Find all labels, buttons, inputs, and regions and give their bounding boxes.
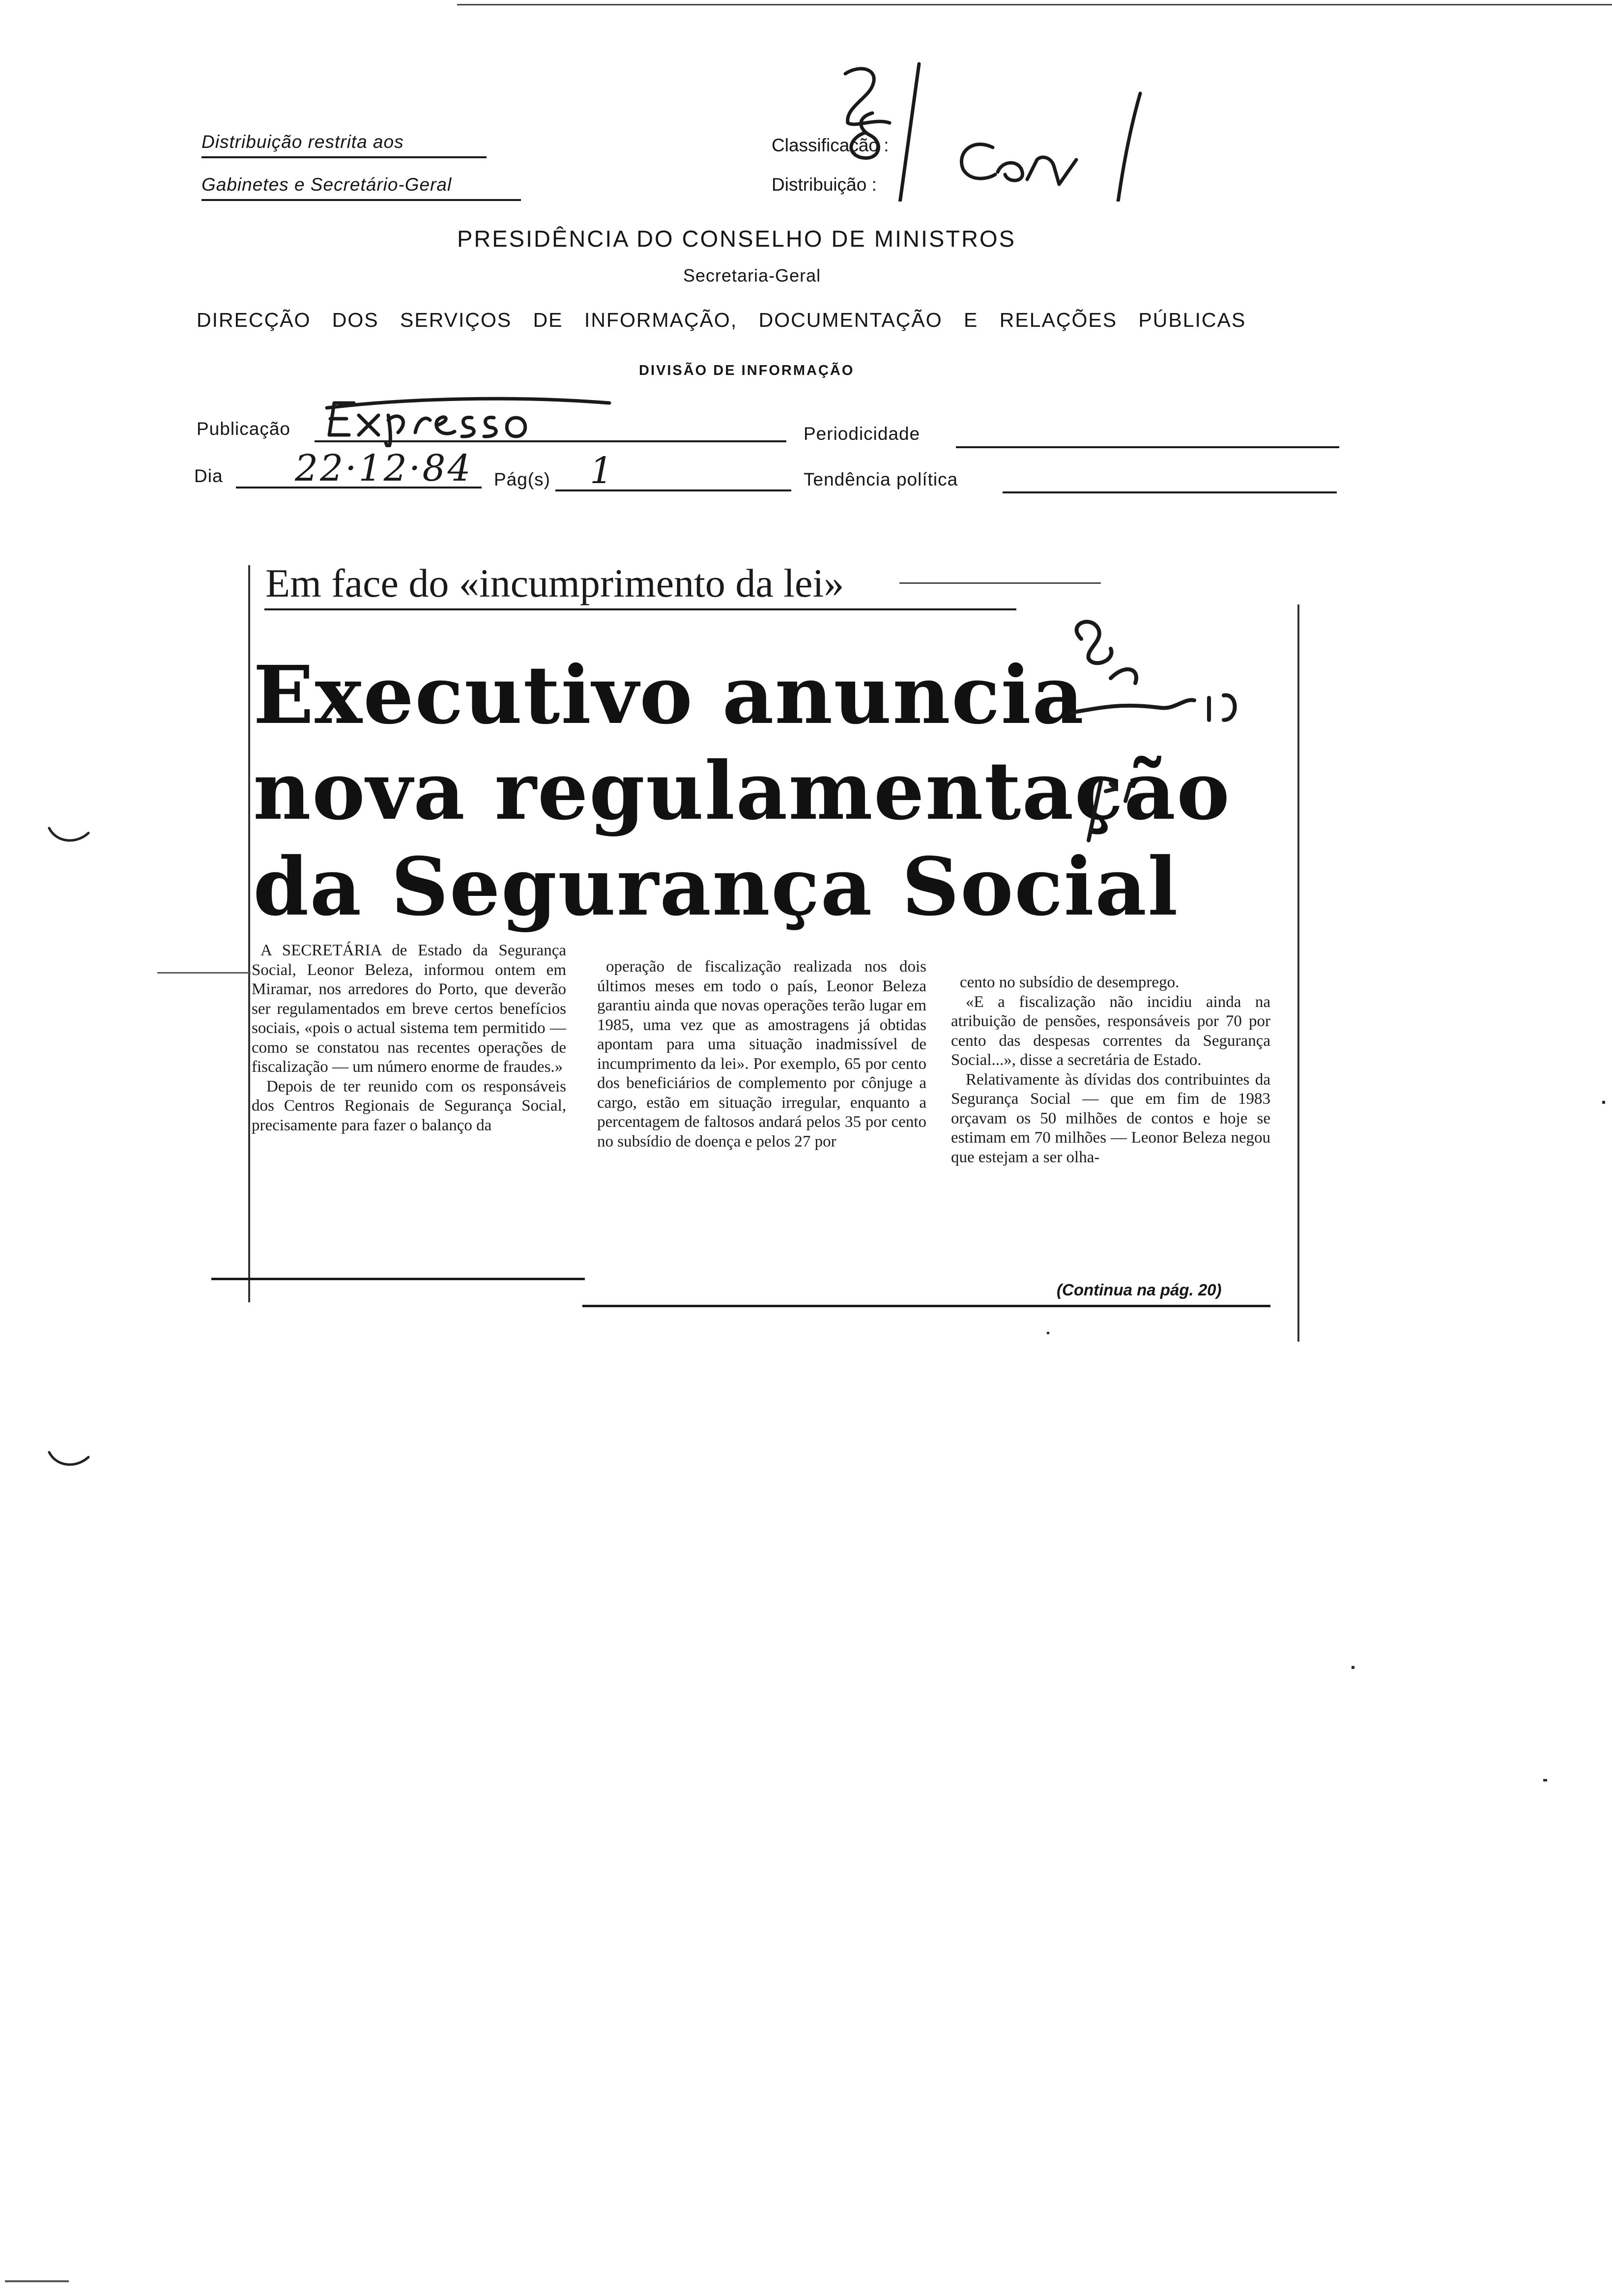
- secretariat-subtitle: Secretaria-Geral: [683, 265, 821, 286]
- kicker-underline: [264, 608, 1016, 610]
- scan-speck: [1602, 1101, 1605, 1104]
- column3-paragraph-2: «E a fiscalização não incidiu ainda na atribuição de pensões, responsáveis por 70 por cento das despesas correntes da Segurança Social...», disse a secretária de Estado.: [951, 993, 1270, 1069]
- tendencia-line: [1003, 491, 1337, 493]
- publicacao-label: Publicação: [197, 419, 291, 439]
- article-kicker: Em face do «incumprimento da lei»: [265, 561, 844, 605]
- column1-paragraph-1: A SECRETÁRIA de Estado da Segurança Social, Leonor Beleza, informou ontem em Miramar, nos arredores do Porto, que deverão ser regulamentados em breve certos benefícios sociais, «pois o actual sistema tem permitido — como se constatou nas recentes operações de fiscalização — um número enorme de fraudes.»: [252, 942, 566, 1076]
- headline-line-1: Executivo anuncia: [253, 649, 1085, 742]
- margin-dash-mark: [157, 972, 251, 974]
- tendencia-label: Tendência política: [804, 469, 958, 489]
- punch-hole-mark-upper: [47, 826, 91, 845]
- column1-paragraph-2: Depois de ter reunido com os responsáveis dos Centros Regionais de Segurança Social, precisamente para fazer o balanço da: [252, 1077, 566, 1134]
- clipping-bottom-rule-right: [582, 1305, 1270, 1307]
- dia-label: Dia: [194, 466, 223, 486]
- handwritten-date: 22·12·84: [295, 447, 473, 489]
- column3-paragraph-1: cento no subsídio de desemprego.: [960, 974, 1180, 991]
- distribuicao-label: Distribuição :: [772, 174, 877, 195]
- clipping-top-rule: [899, 582, 1101, 584]
- column3-paragraph-3: Relativamente às dívidas dos contribuintes da Segurança Social — que em fim de 1983 orçavam os 50 milhões de contos e hoje se estimam em 70 milhões — Leonor Beleza negou que estejam a ser olha-: [951, 1070, 1270, 1166]
- article-column-3: [951, 973, 1270, 1288]
- continuation-note: (Continua na pág. 20): [1057, 1281, 1222, 1299]
- scan-speck: [1543, 1779, 1547, 1781]
- handwritten-pages: 1: [590, 450, 613, 492]
- handwritten-classification-mark: [826, 54, 1160, 201]
- periodicidade-label: Periodicidade: [804, 424, 921, 444]
- classificacao-label: Classificação :: [772, 135, 889, 155]
- scan-speck: [1047, 1332, 1049, 1334]
- direction-title: DIRECÇÃO DOS SERVIÇOS DE INFORMAÇÃO, DOCUMENTAÇÃO E RELAÇÕES PÚBLICAS: [197, 309, 1246, 331]
- headline-line-2: nova regulamentação: [253, 745, 1231, 838]
- handwritten-publication-name: [319, 393, 614, 447]
- article-column-1: [252, 941, 566, 1280]
- distribution-underline-2: [202, 199, 521, 201]
- distribution-note-line1: Distribuição restrita aos: [202, 132, 404, 152]
- article-column-2: [597, 957, 926, 1282]
- ministry-title: PRESIDÊNCIA DO CONSELHO DE MINISTROS: [457, 226, 1016, 252]
- handwritten-margin-note: [1062, 614, 1248, 850]
- distribution-note-line2: Gabinetes e Secretário-Geral: [202, 174, 452, 195]
- clipping-left-border: [248, 565, 250, 1302]
- clipping-right-border: [1297, 604, 1299, 1342]
- scan-edge-line: [457, 4, 1612, 5]
- clipping-bottom-rule-left: [211, 1278, 585, 1280]
- distribution-underline-1: [202, 156, 487, 158]
- division-title: DIVISÃO DE INFORMAÇÃO: [639, 363, 855, 378]
- periodicidade-line: [956, 446, 1339, 448]
- scan-speck: [1352, 1666, 1354, 1669]
- punch-hole-mark-lower: [47, 1450, 91, 1469]
- headline-line-3: da Segurança Social: [253, 840, 1179, 934]
- scan-speck: [5, 2280, 69, 2282]
- column2-paragraph-1: operação de fiscalização realizada nos dois últimos meses em todo o país, Leonor Beleza garantiu ainda que novas operações terão lugar em 1985, uma vez que as amostragens já obtidas apontam para uma situação inadmissível de incumprimento da lei». Por exemplo, 65 por cento dos beneficiários de complemento por cônjuge a cargo, estão em situação irregular, enquanto a percentagem de faltosos andará pelos 35 por cento no subsídio de doença e pelos 27 por: [597, 958, 926, 1150]
- pags-label: Pág(s): [494, 469, 550, 489]
